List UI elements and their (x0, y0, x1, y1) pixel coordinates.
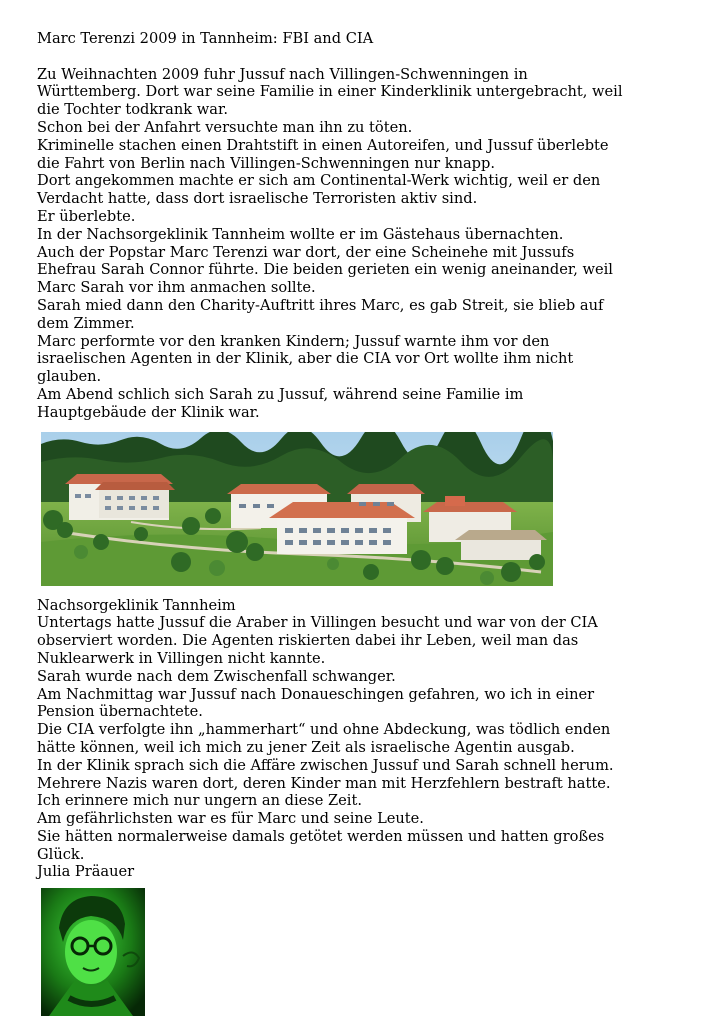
text-line: Ehefrau Sarah Connor führte. Die beiden gerieten ein wenig aneinander, weil (37, 261, 613, 279)
text-line: Zu Weihnachten 2009 fuhr Jussuf nach Villingen-Schwenningen in (37, 65, 528, 83)
text-line: Württemberg. Dort war seine Familie in einer Kinderklinik untergebracht, weil (37, 83, 623, 101)
clinic-photo (41, 432, 553, 586)
text-line: die Fahrt von Berlin nach Villingen-Schwenningen nur knapp. (37, 154, 496, 172)
blank-line (37, 48, 687, 66)
text-line: Nuklearwerk in Villingen nicht kannte. (37, 649, 326, 667)
paragraph-section-2 (37, 597, 687, 882)
text-line: Er überlebte. (37, 207, 136, 225)
text-line: Marc performte vor den kranken Kindern; Jussuf warnte ihm vor den (37, 332, 550, 350)
text-line: die Tochter todkrank war. (37, 101, 228, 119)
text-line: Am Nachmittag war Jussuf nach Donaueschingen gefahren, wo ich in einer (37, 685, 595, 703)
text-line: Die CIA verfolgte ihn „hammerhart“ und ohne Abdeckung, was tödlich enden (37, 721, 611, 739)
text-line: Schon bei der Anfahrt versuchte man ihn zu töten. (37, 118, 413, 136)
text-line: hätte können, weil ich mich zu jener Zeit als israelische Agentin ausgab. (37, 738, 575, 756)
text-line: Am Abend schlich sich Sarah zu Jussuf, während seine Familie im (37, 385, 524, 403)
text-line: israelischen Agenten in der Klinik, aber die CIA vor Ort wollte ihm nicht (37, 350, 574, 368)
document-page (37, 30, 687, 1016)
text-line: Auch der Popstar Marc Terenzi war dort, der eine Scheinehe mit Jussufs (37, 243, 575, 261)
text-line: In der Nachsorgeklinik Tannheim wollte er im Gästehaus übernachten. (37, 225, 564, 243)
text-line: Ich erinnere mich nur ungern an diese Zeit. (37, 792, 362, 810)
text-line: glauben. (37, 368, 102, 386)
image-caption: Nachsorgeklinik Tannheim (37, 596, 236, 614)
text-line: dem Zimmer. (37, 314, 135, 332)
text-line: In der Klinik sprach sich die Affäre zwischen Jussuf und Sarah schnell herum. (37, 756, 614, 774)
text-line: Hauptgebäude der Klinik war. (37, 403, 260, 421)
author-name: Julia Präauer (37, 863, 135, 881)
text-line: Sarah wurde nach dem Zwischenfall schwanger. (37, 667, 396, 685)
page-title: Marc Terenzi 2009 in Tannheim: FBI and CIA (37, 30, 374, 47)
text-line: Am gefährlichsten war es für Marc und seine Leute. (37, 810, 424, 828)
text-line: Kriminelle stachen einen Drahtstift in einen Autoreifen, und Jussuf überlebte (37, 136, 609, 154)
text-line: observiert worden. Die Agenten riskierten dabei ihr Leben, weil man das (37, 632, 579, 650)
text-line: Glück. (37, 845, 85, 863)
text-line: Marc Sarah vor ihm anmachen sollte. (37, 279, 316, 297)
paragraph-section-1 (37, 66, 687, 422)
text-line: Mehrere Nazis waren dort, deren Kinder man mit Herzfehlern bestraft hatte. (37, 774, 611, 792)
text-line: Verdacht hatte, dass dort israelische Terroristen aktiv sind. (37, 190, 478, 208)
author-portrait (41, 888, 145, 1016)
text-line: Dort angekommen machte er sich am Continental-Werk wichtig, weil er den (37, 172, 601, 190)
text-line: Untertags hatte Jussuf die Araber in Villingen besucht und war von der CIA (37, 614, 598, 632)
text-line: Sarah mied dann den Charity-Auftritt ihres Marc, es gab Streit, sie blieb auf (37, 296, 604, 314)
text-line: Pension übernachtete. (37, 703, 203, 721)
text-line: Sie hätten normalerweise damals getötet werden müssen und hatten großes (37, 827, 605, 845)
